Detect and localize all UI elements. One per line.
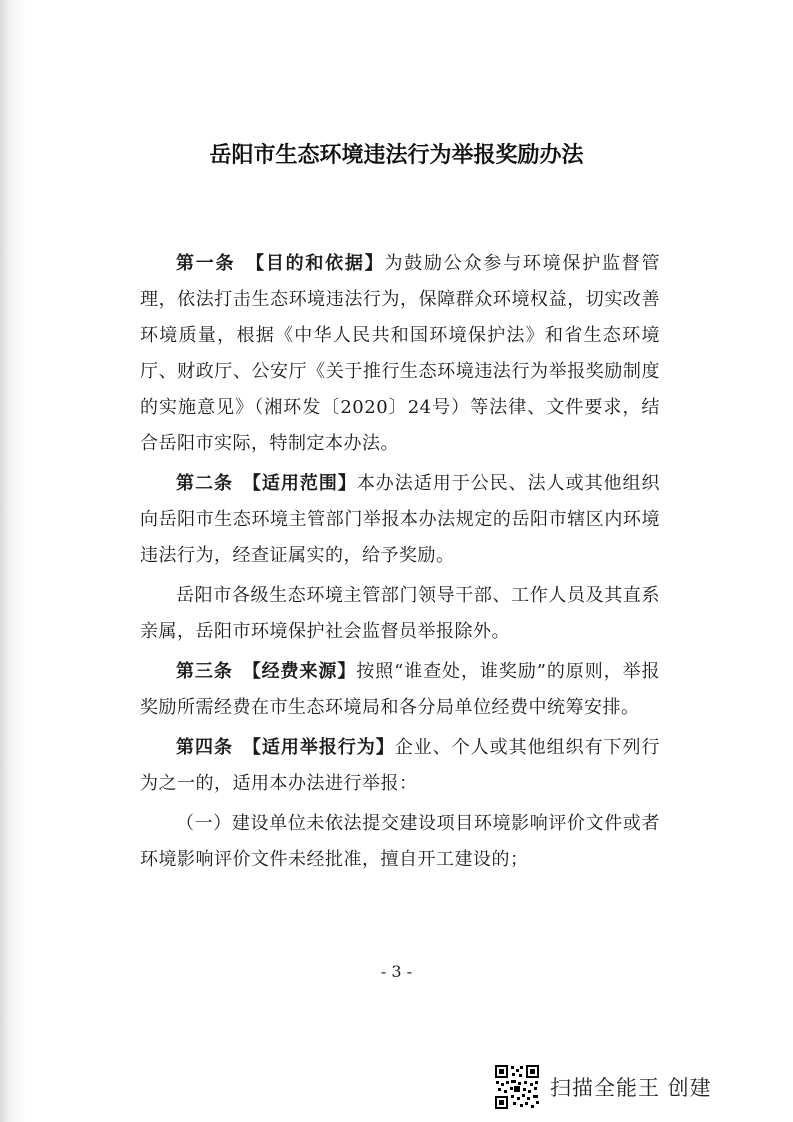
paragraph-text: （一）建设单位未依法提交建设项目环境影响评价文件或者环境影响评价文件未经批准，擅自开工建设的；	[140, 813, 660, 870]
paragraph-text: 为鼓励公众参与环境保护监督管理，依法打击生态环境违法行为，保障群众环境权益，切实改善环境质量，根据《中华人民共和国环境保护法》和省生态环境厅、财政厅、公安厅《关于推行生态环境违法行为举报奖励制度的实施意见》（湘环发〔2020〕24号）等法律、文件要求，结合岳阳市实际，特制定本办法。	[140, 253, 661, 454]
qr-code-icon	[494, 1064, 540, 1110]
article-heading: 第三条 【经费来源】	[176, 661, 357, 682]
paragraph-article-1	[140, 246, 660, 462]
paragraph-article-4-item-1	[140, 806, 660, 878]
document-body	[140, 246, 660, 882]
paragraph-article-3	[140, 654, 660, 726]
paragraph-text: 岳阳市各级生态环境主管部门领导干部、工作人员及其直系亲属，岳阳市环境保护社会监督员举报除外。	[140, 585, 660, 642]
article-heading: 第一条 【目的和依据】	[176, 253, 385, 274]
article-heading: 第四条 【适用举报行为】	[176, 737, 395, 758]
paragraph-text: 按照“谁查处，谁奖励”的原则，举报奖励所需经费在市生态环境局和各分局单位经费中统筹安排。	[140, 661, 661, 718]
document-title: 岳阳市生态环境违法行为举报奖励办法	[209, 142, 584, 168]
paragraph-article-2-exclusion	[140, 578, 660, 650]
paragraph-text: 企业、个人或其他组织有下列行为之一的，适用本办法进行举报：	[140, 737, 661, 794]
paragraph-article-2	[140, 466, 660, 574]
page-number: - 3 -	[380, 962, 413, 981]
watermark-text: 扫描全能王 创建	[550, 1076, 712, 1100]
paragraph-article-4	[140, 730, 660, 802]
scanner-watermark	[494, 1062, 712, 1112]
paragraph-text: 本办法适用于公民、法人或其他组织向岳阳市生态环境主管部门举报本办法规定的岳阳市辖区内环境违法行为，经查证属实的，给予奖励。	[140, 473, 661, 566]
article-heading: 第二条 【适用范围】	[176, 473, 357, 494]
